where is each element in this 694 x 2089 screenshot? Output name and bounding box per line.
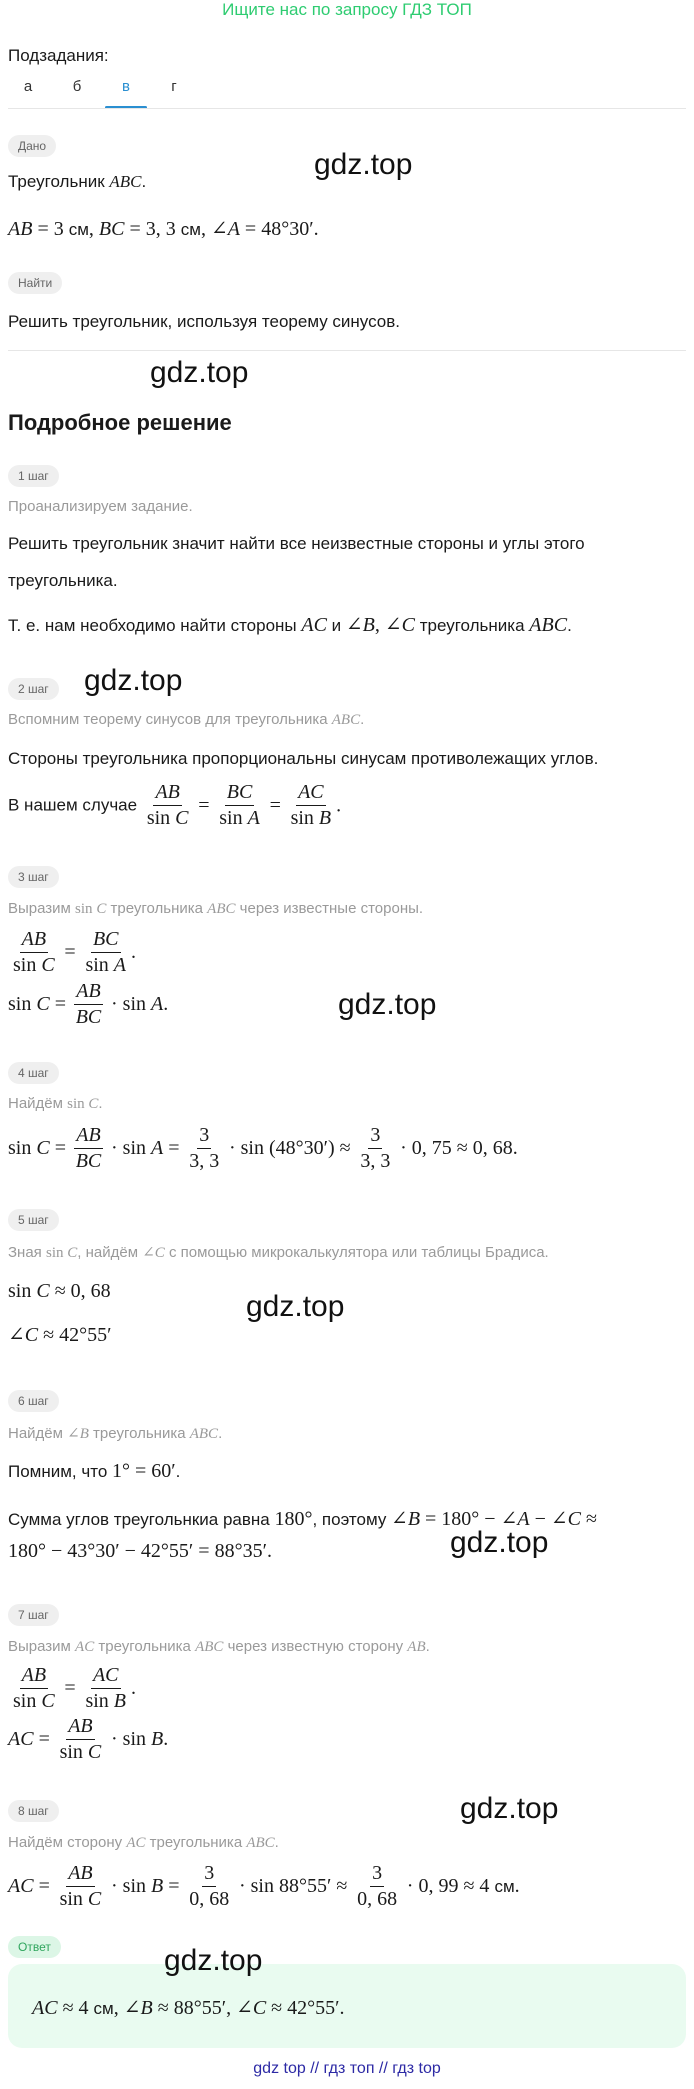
step-2-hint: Вспомним теорему синусов для треугольника ABC. — [8, 711, 365, 728]
watermark: gdz.top — [314, 148, 413, 181]
watermark: gdz.top — [338, 988, 437, 1021]
step-1-text-3: Т. е. нам необходимо найти стороны AC и ∠B, ∠C треугольника ABC. — [8, 614, 572, 636]
divider — [8, 108, 686, 109]
step-8-badge: 8 шаг — [8, 1800, 59, 1822]
promo-banner[interactable]: Ищите нас по запросу ГДЗ ТОП — [222, 0, 472, 19]
watermark: gdz.top — [460, 1792, 559, 1825]
step-5-eq-1: sin C ≈ 0, 68 — [8, 1280, 111, 1302]
step-6-text-1: Помним, что 1° = 60′. — [8, 1460, 181, 1482]
step-2-formula: В нашем случае $\frac{AB}{\text{sin C}}$ = $\frac{BC}{\text{sin A}}$ = $\frac{AC}{\text{sin B}}$ . — [8, 781, 342, 829]
watermark: gdz.top — [246, 1290, 345, 1323]
step-6-badge: 6 шаг — [8, 1390, 59, 1412]
step-3-badge: 3 шаг — [8, 866, 59, 888]
step-8-hint: Найдём сторону AC треугольника ABC. — [8, 1834, 279, 1851]
tab-b[interactable]: б — [72, 78, 82, 95]
given-badge: Дано — [8, 135, 56, 157]
tab-a[interactable]: а — [23, 78, 33, 95]
step-1-text-1: Решить треугольник значит найти все неизвестные стороны и углы этого — [8, 534, 585, 553]
step-3-hint: Выразим sin C треугольника ABC через известные стороны. — [8, 900, 424, 917]
watermark: gdz.top — [150, 356, 249, 389]
step-2-text-1: Стороны треугольника пропорциональны синусам противолежащих углов. — [8, 749, 599, 768]
divider — [8, 350, 686, 351]
answer-badge: Ответ — [8, 1936, 61, 1958]
step-3-eq-1: $\frac{AB}{\text{sin C}}$ = $\frac{BC}{\text{sin A}}$ . — [13, 928, 136, 976]
step-7-eq-2: AC = $\frac{AB}{\text{sin C}}$ · sin B. — [8, 1715, 169, 1763]
step-8-eq: AC = $\frac{AB}{\text{sin C}}$ · sin B = $\frac{3}{0, 68}$ · sin 88°55′ ≈ $\frac{3}{0, 68}$ · 0, 99 ≈ 4 см. — [8, 1862, 520, 1910]
tab-v[interactable]: в — [122, 78, 130, 95]
step-7-badge: 7 шаг — [8, 1604, 59, 1626]
watermark: gdz.top — [450, 1526, 549, 1559]
step-1-text-2: треугольника. — [8, 571, 118, 590]
given-line-1: Треугольник ABC. — [8, 172, 147, 191]
step-2-badge: 2 шаг — [8, 678, 59, 700]
step-3-eq-2: sin C = $\frac{AB}{BC}$ · sin A. — [8, 980, 169, 1028]
find-badge: Найти — [8, 272, 62, 294]
solution-title: Подробное решение — [8, 410, 232, 435]
watermark: gdz.top — [164, 1944, 263, 1977]
step-7-eq-1: $\frac{AB}{\text{sin C}}$ = $\frac{AC}{\text{sin B}}$ . — [13, 1664, 136, 1712]
answer-text: AC ≈ 4 см, ∠B ≈ 88°55′, ∠C ≈ 42°55′. — [32, 1997, 345, 2019]
find-text: Решить треугольник, используя теорему синусов. — [8, 312, 401, 331]
given-line-2: AB = 3 см, BC = 3, 3 см, ∠A = 48°30′. — [8, 218, 319, 240]
step-1-hint: Проанализируем задание. — [8, 498, 193, 515]
step-1-badge: 1 шаг — [8, 465, 59, 487]
step-4-eq: sin C = $\frac{AB}{BC}$ · sin A = $\frac{3}{3, 3}$ · sin (48°30′) ≈ $\frac{3}{3, 3}$ · 0, 75 ≈ 0, 68. — [8, 1124, 518, 1172]
footer-links[interactable]: gdz top // гдз топ // гдз top — [253, 2060, 441, 2077]
subtasks-label: Подзадания: — [8, 46, 109, 65]
step-6-hint: Найдём ∠B треугольника ABC. — [8, 1425, 223, 1442]
step-4-badge: 4 шаг — [8, 1062, 59, 1084]
step-5-hint: Зная sin C, найдём ∠C с помощью микрокалькулятора или таблицы Брадиса. — [8, 1244, 549, 1261]
step-6-text-3: 180° − 43°30′ − 42°55′ = 88°35′. — [8, 1540, 272, 1562]
step-5-badge: 5 шаг — [8, 1209, 59, 1231]
tab-g[interactable]: г — [171, 78, 177, 95]
watermark: gdz.top — [84, 664, 183, 697]
step-4-hint: Найдём sin C. — [8, 1095, 103, 1112]
step-7-hint: Выразим AC треугольника ABC через известную сторону AB. — [8, 1638, 430, 1655]
step-5-eq-2: ∠C ≈ 42°55′ — [8, 1324, 112, 1346]
step-6-text-2: Сумма углов треугольнкиа равна 180°, поэтому ∠B = 180° − ∠A − ∠C ≈ — [8, 1508, 597, 1530]
